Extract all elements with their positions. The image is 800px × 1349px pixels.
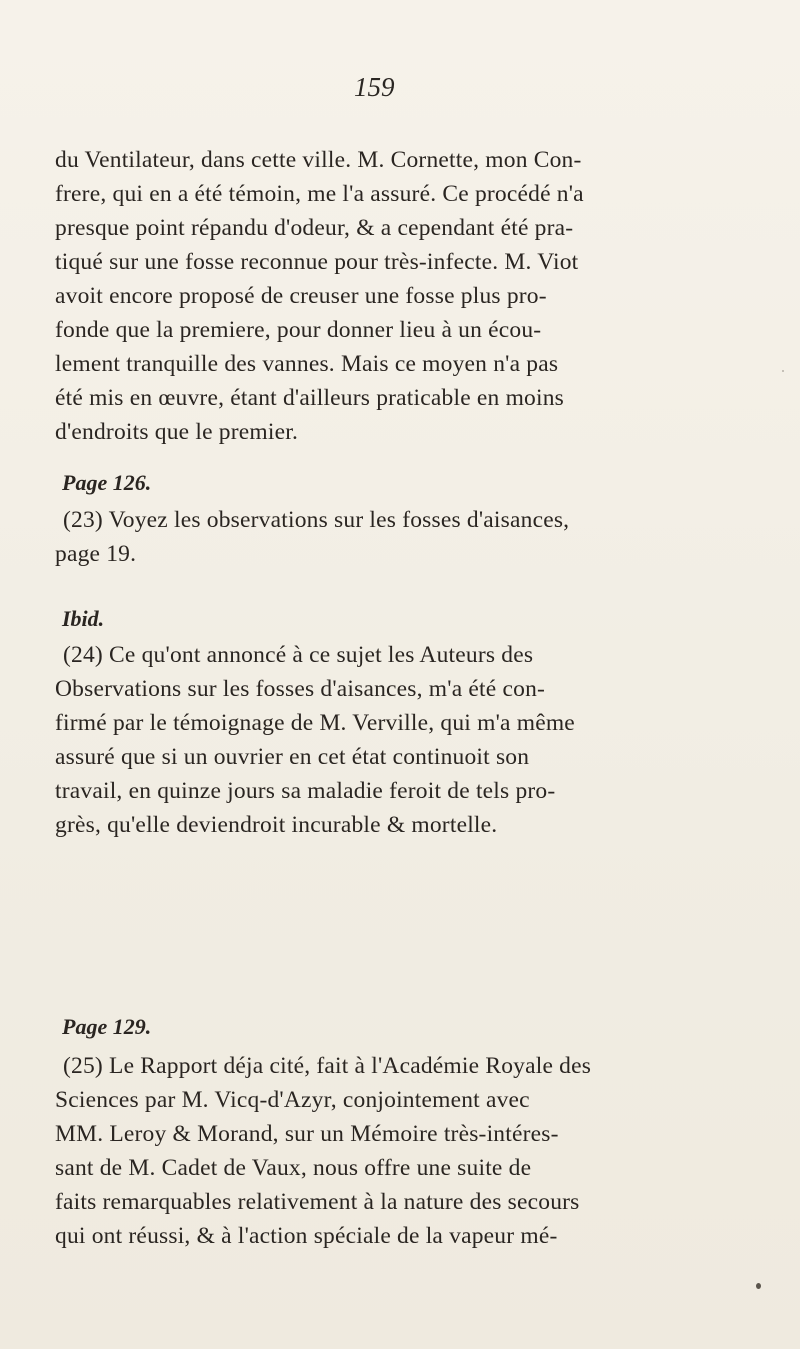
text-line: page 19. (55, 541, 137, 567)
text-line: presque point répandu d'odeur, & a cependant été pra- (55, 215, 574, 241)
text-line: lement tranquille des vannes. Mais ce moyen n'a pas (55, 351, 559, 377)
text-line: avoit encore proposé de creuser une fosse plus pro- (55, 283, 547, 309)
text-line: travail, en quinze jours sa maladie feroit de tels pro- (55, 778, 556, 804)
text-line: Observations sur les fosses d'aisances, m'a été con- (55, 676, 546, 702)
text-line: (25) Le Rapport déja cité, fait à l'Académie Royale des (63, 1053, 592, 1079)
text-line: firmé par le témoignage de M. Verville, qui m'a même (55, 710, 575, 736)
note-24 (55, 638, 767, 842)
text-line: assuré que si un ouvrier en cet état continuoit son (55, 744, 530, 770)
ink-speck (782, 370, 784, 372)
note-23 (55, 503, 767, 571)
text-line: MM. Leroy & Morand, sur un Mémoire très-intéres- (55, 1121, 559, 1147)
text-line: (24) Ce qu'ont annoncé à ce sujet les Auteurs des (63, 642, 534, 668)
section-heading-ibid: Ibid. (62, 606, 105, 631)
note-25 (55, 1049, 767, 1253)
text-line: du Ventilateur, dans cette ville. M. Cornette, mon Con- (55, 147, 582, 173)
section-heading-page-129: Page 129. (62, 1014, 152, 1039)
text-line: faits remarquables relativement à la nature des secours (55, 1189, 580, 1215)
text-line: été mis en œuvre, étant d'ailleurs praticable en moins (55, 385, 565, 411)
text-line: frere, qui en a été témoin, me l'a assuré. Ce procédé n'a (55, 181, 584, 207)
paragraph-ventilator (55, 143, 767, 449)
text-line: qui ont réussi, & à l'action spéciale de la vapeur mé- (55, 1223, 558, 1249)
text-line: Sciences par M. Vicq-d'Azyr, conjointement avec (55, 1087, 530, 1113)
text-line: tiqué sur une fosse reconnue pour très-infecte. M. Viot (55, 249, 579, 275)
page-number: 159 (354, 72, 395, 102)
text-line: fonde que la premiere, pour donner lieu à un écou- (55, 317, 542, 343)
ink-speck (756, 1283, 761, 1289)
text-line: sant de M. Cadet de Vaux, nous offre une suite de (55, 1155, 532, 1181)
section-heading-page-126: Page 126. (62, 470, 152, 495)
text-line: grès, qu'elle deviendroit incurable & mortelle. (55, 812, 498, 838)
text-line: d'endroits que le premier. (55, 419, 299, 445)
text-line: (23) Voyez les observations sur les fosses d'aisances, (63, 507, 570, 533)
